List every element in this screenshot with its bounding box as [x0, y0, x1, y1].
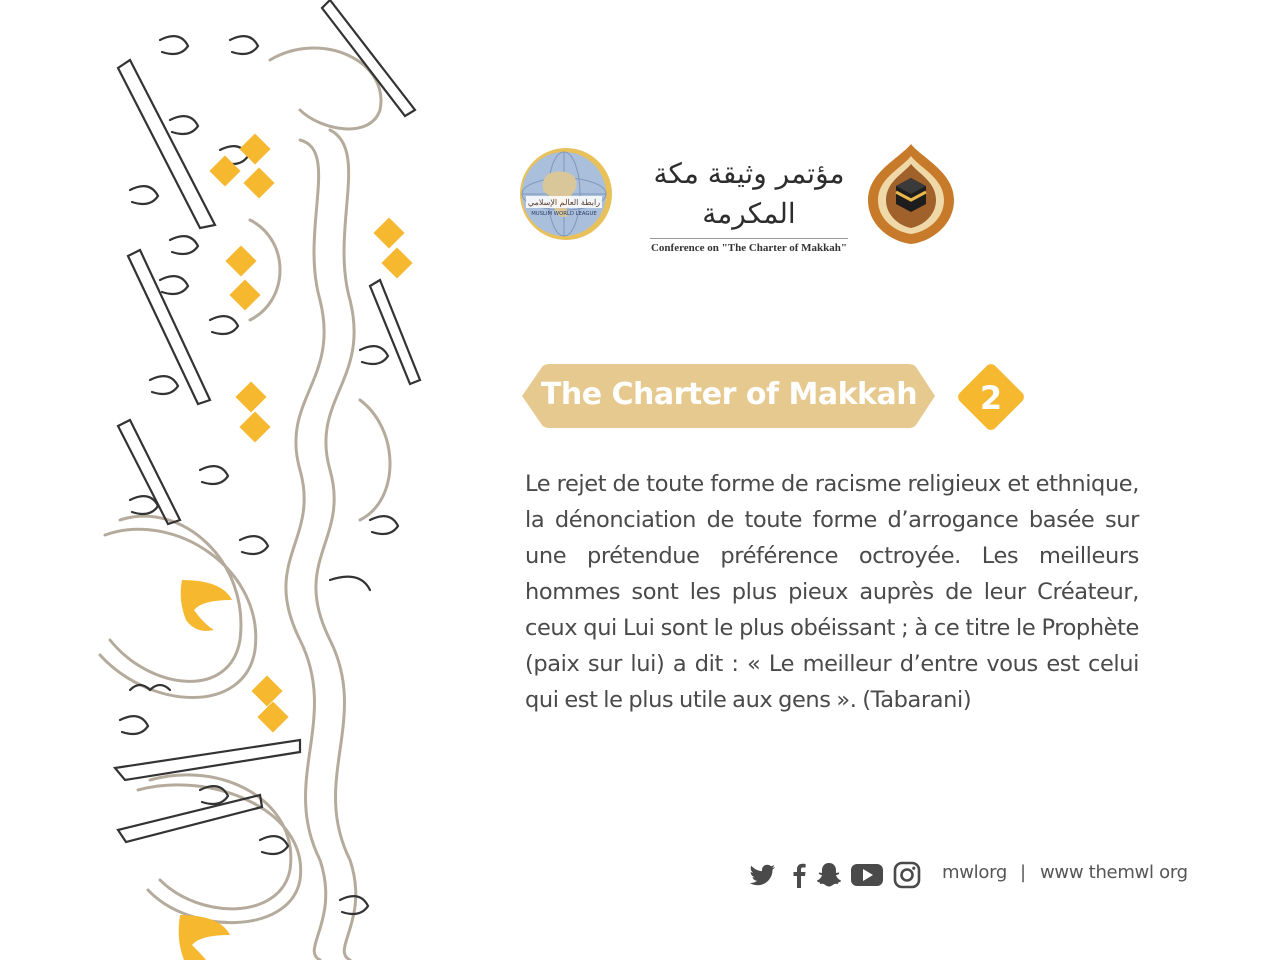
header-logos	[512, 140, 962, 254]
title-label: The Charter of Makkah	[540, 377, 918, 412]
kaaba-emblem-logo	[864, 142, 958, 246]
mwl-logo-arabic-text: رابطة العالم الإسلامي	[527, 198, 601, 207]
charter-paragraph: Le rejet de toute forme de racisme religieux et ethnique, la dénonciation de toute forme d’arrogance basée sur une prétendue préférence octroyée. Les meilleurs hommes sont les plus pieux auprès de leur Créateur, ceux qui Lui sont le plus obéissant ; à ce titre le Prophète (paix sur lui) a dit : « Le meilleur d’entre vous est celui qui est le plus utile aux gens ». (Tabarani)	[525, 471, 1139, 713]
conference-title-english: Conference on "The Charter of Makkah"	[650, 242, 848, 254]
number-badge-text: 2	[979, 379, 1003, 417]
muslim-world-league-logo	[518, 146, 614, 242]
mwl-logo-english-text: MUSLIM WORLD LEAGUE	[531, 211, 597, 217]
conference-title-divider	[650, 238, 848, 239]
title-banner	[522, 363, 936, 429]
instagram-icon[interactable]	[892, 860, 922, 890]
footer	[748, 858, 1188, 894]
youtube-icon[interactable]	[850, 860, 884, 890]
conference-title-arabic: مؤتمر وثيقة مكة المكرمة	[653, 157, 845, 230]
conference-title-block	[644, 154, 854, 254]
calligraphy-decoration	[0, 0, 440, 960]
footer-website-link[interactable]: www themwl org	[1040, 862, 1188, 883]
footer-separator: |	[1020, 862, 1026, 883]
footer-handle[interactable]: mwlorg	[942, 862, 1007, 883]
facebook-icon[interactable]	[784, 860, 814, 890]
number-badge	[948, 354, 1034, 440]
snapchat-icon[interactable]	[814, 860, 844, 890]
twitter-icon[interactable]	[748, 860, 778, 890]
